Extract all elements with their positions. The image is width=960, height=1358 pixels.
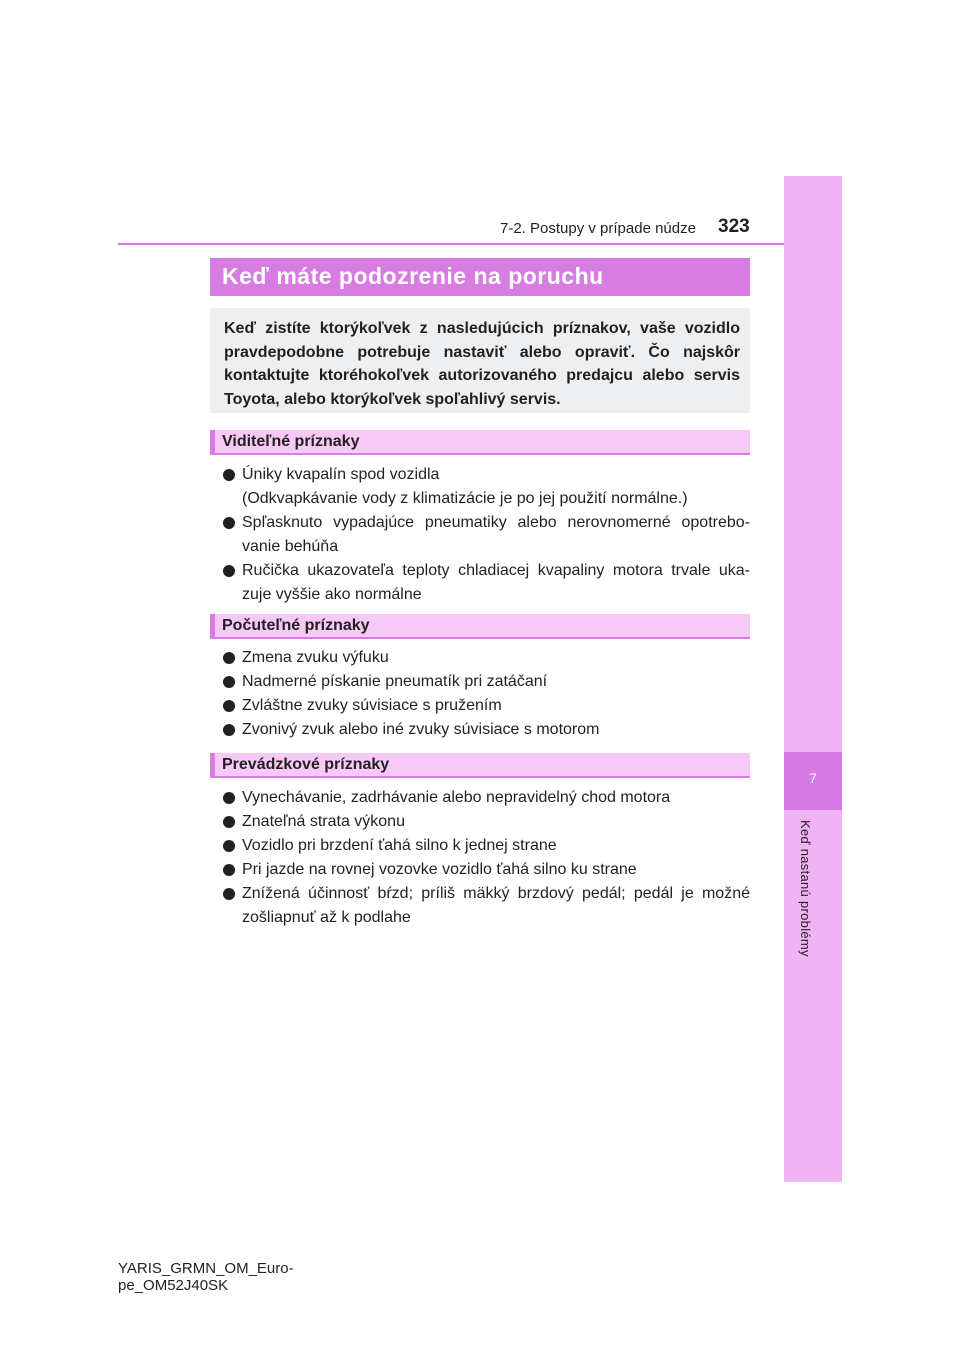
bullet-icon [223, 724, 235, 736]
list-item: Vozidlo pri brzdení ťahá silno k jednej strane [222, 834, 750, 858]
header-divider [118, 243, 841, 245]
page-title: Keď máte podozrenie na poruchu [210, 258, 750, 296]
list-item: Pri jazde na rovnej vozovke vozidlo ťahá silno ku strane [222, 858, 750, 882]
visible-symptoms-list [222, 463, 750, 607]
section-heading-audible: Počuteľné príznaky [210, 614, 750, 639]
section-heading-operational: Prevádzkové príznaky [210, 753, 750, 778]
section-heading-visible: Viditeľné príznaky [210, 430, 750, 455]
footer-line-1: YARIS_GRMN_OM_Euro- [118, 1260, 294, 1277]
bullet-icon [223, 676, 235, 688]
list-item: Znateľná strata výkonu [222, 810, 750, 834]
chapter-number: 7 [809, 770, 817, 786]
footer-line-2: pe_OM52J40SK [118, 1277, 229, 1294]
bullet-icon [223, 816, 235, 828]
bullet-icon [223, 700, 235, 712]
list-item: Ručička ukazovateľa teploty chladiacej kvapaliny motora trvale uka-zuje vyššie ako normálne [222, 559, 750, 607]
list-item: Zvláštne zvuky súvisiace s pružením [222, 694, 750, 718]
list-item: Vynechávanie, zadrhávanie alebo nepravidelný chod motora [222, 786, 750, 810]
list-item: Zmena zvuku výfuku [222, 646, 750, 670]
audible-symptoms-list [222, 646, 750, 742]
bullet-icon [223, 864, 235, 876]
list-item: Znížená účinnosť bŕzd; príliš mäkký brzdový pedál; pedál je možné zošliapnuť až k podlahe [222, 882, 750, 930]
page-number: 323 [718, 216, 750, 237]
list-item: Nadmerné pískanie pneumatík pri zatáčaní [222, 670, 750, 694]
bullet-icon [223, 792, 235, 804]
chapter-side-tab [784, 176, 842, 1182]
list-item: Úniky kvapalín spod vozidla (Odkvapkávanie vody z klimatizácie je po jej použití normálne.) [222, 463, 750, 511]
list-item: Zvonivý zvuk alebo iné zvuky súvisiace s motorom [222, 718, 750, 742]
bullet-icon [223, 565, 235, 577]
operational-symptoms-list [222, 786, 750, 930]
bullet-icon [223, 888, 235, 900]
list-item: Spľasknuto vypadajúce pneumatiky alebo nerovnomerné opotrebo-vanie behúňa [222, 511, 750, 559]
bullet-icon [223, 469, 235, 481]
bullet-icon [223, 840, 235, 852]
document-footer [118, 1260, 378, 1294]
chapter-title: Keď nastanú problémy [798, 820, 813, 957]
intro-text: Keď zistíte ktorýkoľvek z nasledujúcich príznakov, vaše vozidlo pravdepodobne potrebuje nastaviť alebo opraviť. Čo najskôr kontaktujte ktoréhokoľvek autorizovaného predajcu alebo servis Toyota, alebo ktorýkoľvek spoľahlivý servis. [210, 308, 750, 413]
section-reference: 7-2. Postupy v prípade núdze [500, 220, 696, 237]
bullet-icon [223, 517, 235, 529]
bullet-icon [223, 652, 235, 664]
